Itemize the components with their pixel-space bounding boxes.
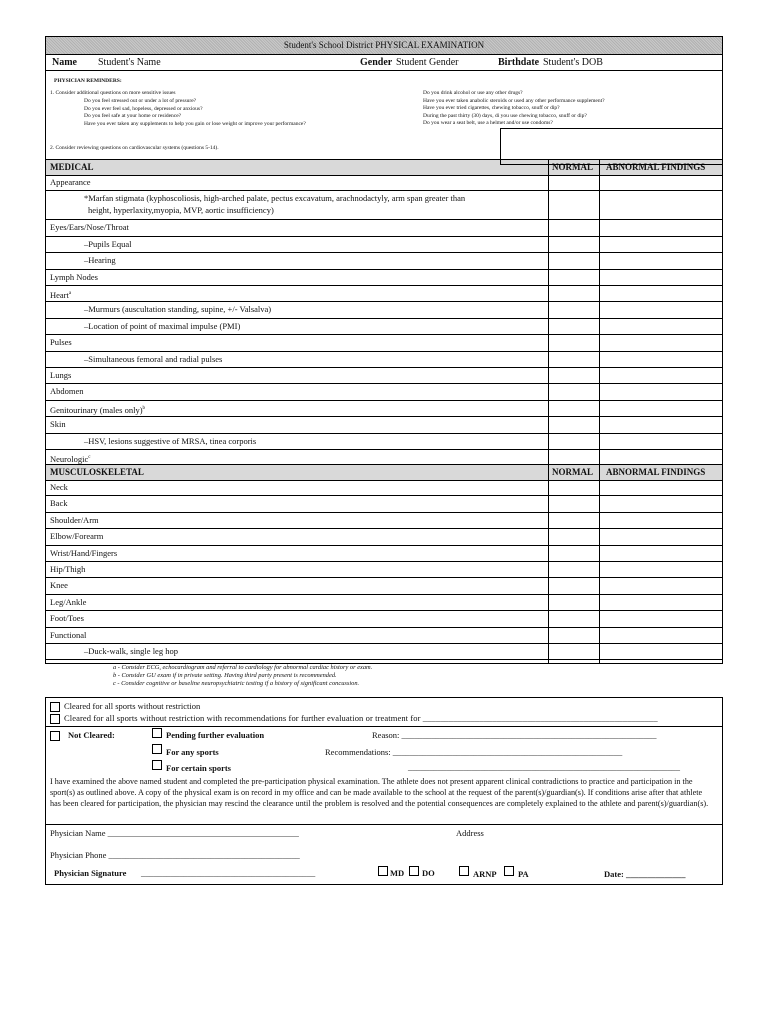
medical-row-text: –Location of point of maximal impulse (PMI) [84, 320, 241, 331]
medical-row-footnote-marker: b [142, 405, 146, 411]
medical-row-text: Lungs [50, 370, 72, 380]
medical-abnormal-cell[interactable] [600, 191, 722, 219]
msk-row-label [50, 482, 68, 493]
medical-abnormal-cell[interactable] [600, 352, 722, 367]
medical-normal-cell[interactable] [549, 335, 599, 350]
reminder-left-list [84, 98, 306, 128]
msk-row [46, 611, 722, 627]
address-box[interactable] [500, 128, 723, 165]
physician-name-field[interactable]: Physician Name _____________________________________________ [50, 828, 299, 838]
medical-abnormal-cell[interactable] [600, 237, 722, 252]
medical-row-text: Neurologic [50, 453, 89, 464]
medical-normal-cell[interactable] [549, 286, 599, 301]
cleared-recs-checkbox[interactable] [50, 714, 60, 724]
msk-row-text: Shoulder/Arm [50, 514, 99, 525]
medical-row-text: –Simultaneous femoral and radial pulses [84, 353, 223, 364]
medical-row-text: –Pupils Equal [84, 238, 132, 249]
medical-normal-cell[interactable] [549, 237, 599, 252]
medical-row-text: Pulses [50, 337, 72, 348]
msk-abnormal-cell[interactable] [600, 611, 722, 626]
msk-abnormal-header: ABNORMAL FINDINGS [606, 467, 706, 477]
not-cleared-label: Not Cleared: [68, 730, 115, 740]
medical-row [46, 286, 722, 302]
medical-abnormal-cell[interactable] [600, 417, 722, 432]
medical-row [46, 253, 722, 269]
msk-row-text: Neck [50, 482, 68, 492]
medical-normal-cell[interactable] [549, 220, 599, 235]
medical-row-text: Eyes/Ears/Nose/Throat [50, 222, 129, 233]
medical-normal-cell[interactable] [549, 352, 599, 367]
medical-row-text: *Marfan stigmata (kyphoscoliosis, high-arched palate, pectus excavatum, arachnodactyly, arm span greater than [84, 193, 466, 204]
msk-row-text: Hip/Thigh [50, 564, 86, 574]
not-cleared-checkbox[interactable] [50, 731, 60, 741]
reminder-question: Have you ever taken any supplements to help you gain or lose weight or improve your performance? [84, 120, 306, 127]
medical-row [46, 434, 722, 450]
reminder-item-1: 1. Consider additional questions on more sensitive issues [50, 90, 176, 96]
medical-abnormal-cell[interactable] [600, 384, 722, 399]
arnp-label: ARNP [473, 869, 497, 879]
reminder-question: Have you ever tried cigarettes, chewing tobacco, snuff or dip? [423, 105, 560, 112]
msk-row-label [50, 531, 103, 542]
medical-abnormal-header: ABNORMAL FINDINGS [606, 162, 706, 172]
msk-normal-cell[interactable] [549, 513, 599, 528]
msk-row-text: Back [50, 498, 68, 509]
msk-abnormal-cell[interactable] [600, 546, 722, 561]
signature-label: Physician Signature [54, 868, 127, 878]
msk-abnormal-cell[interactable] [600, 595, 722, 610]
msk-abnormal-cell[interactable] [600, 578, 722, 593]
recommendations-line-2[interactable]: ________________________________________________________________ [408, 762, 680, 772]
reason-field[interactable]: Reason: ____________________________________________________________ [372, 730, 657, 740]
msk-row-text: Functional [50, 629, 87, 640]
msk-row [46, 562, 722, 578]
medical-row-text: Skin [50, 419, 66, 430]
date-field[interactable]: Date: ______________ [604, 869, 686, 879]
recommendations-field[interactable]: Recommendations: ______________________________________________________ [325, 747, 623, 757]
any-sports-checkbox[interactable] [152, 744, 162, 754]
msk-normal-cell[interactable] [549, 496, 599, 511]
medical-row-label [84, 255, 116, 266]
msk-abnormal-cell[interactable] [600, 480, 722, 495]
medical-row-text-continued: height, hyperlaxity,myopia, MVP, aortic insufficiency) [88, 205, 274, 216]
medical-abnormal-cell[interactable] [600, 220, 722, 235]
medical-row-text: –Murmurs (auscultation standing, supine, +/- Valsalva) [84, 304, 272, 315]
msk-row [46, 644, 722, 660]
medical-abnormal-cell[interactable] [600, 302, 722, 317]
msk-row [46, 529, 722, 545]
msk-row-label [50, 564, 85, 575]
msk-row-text: –Duck-walk, single leg hop [84, 646, 178, 656]
reminder-right-list [423, 90, 605, 128]
msk-row-label [50, 498, 67, 509]
medical-row-label [84, 304, 271, 315]
medical-row-footnote-marker: a [68, 291, 72, 296]
medical-row-label [50, 452, 90, 465]
any-sports-label: For any sports [166, 747, 219, 757]
medical-row-footnote-marker: c [88, 455, 91, 460]
medical-normal-cell[interactable] [549, 384, 599, 399]
msk-row [46, 595, 722, 611]
birthdate-label: Birthdate [498, 57, 540, 68]
md-checkbox[interactable] [378, 866, 388, 876]
medical-normal-cell[interactable] [549, 253, 599, 268]
msk-row-label [50, 630, 86, 641]
medical-row-text: Heart [50, 289, 69, 300]
physician-statement: I have examined the above named student and completed the pre-participation physical examination. The athlete does not present apparent clinical contradictions to practice and participation in the sport(s) as outlined above. A copy of the physical exam is on record in my office and can be made available to the school at the request of the parent(s)/guardian(s). If conditions arise after that athlete has been cleared for participation, the physician may rescind the clearance until the problem is resolved and the potential consequences are completely explained to the athlete and parent(s)/guardian(s). [50, 777, 709, 809]
signature-field[interactable]: _________________________________________ [141, 868, 316, 878]
medical-row-label [50, 386, 84, 397]
msk-row-text: Foot/Toes [50, 613, 84, 624]
msk-row [46, 513, 722, 529]
msk-row-label [50, 597, 86, 608]
medical-row-label [50, 337, 72, 348]
msk-row-text: Knee [50, 580, 68, 591]
medical-normal-header: NORMAL [552, 162, 593, 172]
address-label: Address [456, 828, 484, 838]
medical-row [46, 319, 722, 335]
musculoskeletal-section-header [46, 464, 722, 481]
medical-abnormal-cell[interactable] [600, 434, 722, 449]
msk-row-label [50, 548, 117, 559]
msk-abnormal-cell[interactable] [600, 644, 722, 659]
medical-row-label [84, 436, 256, 447]
msk-normal-cell[interactable] [549, 644, 599, 659]
msk-normal-cell[interactable] [549, 529, 599, 544]
msk-normal-cell[interactable] [549, 562, 599, 577]
medical-row [46, 302, 722, 318]
msk-abnormal-cell[interactable] [600, 562, 722, 577]
medical-row [46, 352, 722, 368]
msk-row-text: Elbow/Forearm [50, 531, 104, 542]
form-title: Student's School District PHYSICAL EXAMINATION [46, 37, 722, 55]
medical-abnormal-cell[interactable] [600, 270, 722, 285]
medical-row [46, 368, 722, 384]
medical-row-label [50, 222, 129, 233]
reminder-question: Do you wear a seat belt, use a helmet and/or use condoms? [423, 120, 553, 127]
medical-row-label [50, 177, 91, 188]
msk-abnormal-cell[interactable] [600, 513, 722, 528]
cleared-all-label: Cleared for all sports without restriction [64, 701, 201, 711]
reminder-question: During the past thirty (30) days, di you use chewing tobacco, snuff or dip? [423, 112, 587, 119]
medical-normal-cell[interactable] [549, 401, 599, 416]
do-label: DO [422, 868, 435, 878]
medical-normal-cell[interactable] [549, 175, 599, 190]
medical-abnormal-cell[interactable] [600, 401, 722, 416]
medical-normal-cell[interactable] [549, 434, 599, 449]
reminder-question: Do you ever feel sad, hopeless, depressed or anxious? [84, 105, 203, 112]
medical-row-label [84, 239, 131, 250]
medical-row [46, 270, 722, 286]
pending-label: Pending further evaluation [166, 730, 265, 740]
medical-abnormal-cell[interactable] [600, 253, 722, 268]
medical-row-label [50, 370, 71, 381]
cleared-all-checkbox[interactable] [50, 702, 60, 712]
msk-normal-cell[interactable] [549, 628, 599, 643]
clearance-section [45, 697, 723, 885]
medical-abnormal-cell[interactable] [600, 368, 722, 383]
medical-heading: MEDICAL [50, 162, 94, 172]
medical-normal-cell[interactable] [549, 270, 599, 285]
medical-row [46, 191, 722, 220]
medical-row-label [50, 272, 98, 283]
certain-sports-label: For certain sports [166, 763, 231, 773]
medical-row [46, 220, 722, 236]
medical-row-label [50, 419, 66, 430]
msk-row-label [50, 515, 99, 526]
medical-row-text: Lymph Nodes [50, 271, 98, 282]
msk-row [46, 480, 722, 496]
footnote-a: a - Consider ECG, echocardiogram and referral to cardiology for abnormal cardiac history or exam. [113, 664, 373, 671]
medical-row [46, 417, 722, 433]
medical-row-text: –HSV, lesions suggestive of MRSA, tinea corporis [84, 435, 257, 446]
medical-row-text: Genitourinary (males only) [50, 404, 143, 415]
physician-phone-field[interactable]: Physician Phone _____________________________________________ [50, 850, 300, 860]
medical-row-label [50, 288, 71, 301]
pa-checkbox[interactable] [504, 866, 514, 876]
medical-normal-cell[interactable] [549, 302, 599, 317]
msk-row [46, 546, 722, 562]
medical-row-label [50, 403, 145, 416]
msk-heading: MUSCULOSKELETAL [50, 467, 144, 477]
msk-abnormal-cell[interactable] [600, 496, 722, 511]
medical-row [46, 335, 722, 351]
msk-normal-cell[interactable] [549, 578, 599, 593]
reminders-heading: PHYSICIAN REMINDERS: [54, 78, 122, 84]
medical-row-label [84, 354, 222, 365]
msk-row-label [50, 613, 84, 624]
name-value[interactable]: Student's Name [98, 57, 161, 68]
reminder-question: Do you drink alcohol or use any other drugs? [423, 90, 523, 96]
medical-normal-cell[interactable] [549, 319, 599, 334]
medical-row-text: Appearance [50, 177, 91, 187]
reminder-question: Have you ever taken anabolic steroids or used any other performance supplement? [423, 97, 605, 104]
msk-normal-cell[interactable] [549, 480, 599, 495]
medical-abnormal-cell[interactable] [600, 319, 722, 334]
cleared-recs-label: Cleared for all sports without restriction with recommendations for further evaluation or treatment for ______________________________________________________ [64, 713, 658, 723]
gender-label: Gender [360, 57, 393, 68]
pa-label: PA [518, 869, 529, 879]
msk-row [46, 628, 722, 644]
msk-abnormal-cell[interactable] [600, 628, 722, 643]
medical-row [46, 237, 722, 253]
msk-normal-header: NORMAL [552, 467, 593, 477]
medical-abnormal-cell[interactable] [600, 335, 722, 350]
msk-row-text: Leg/Ankle [50, 596, 87, 607]
reminder-item-2: 2. Consider reviewing questions on cardiovascular systems (questions 5-14). [50, 145, 219, 151]
do-checkbox[interactable] [409, 866, 419, 876]
msk-abnormal-cell[interactable] [600, 529, 722, 544]
msk-row-label [50, 580, 68, 591]
msk-row [46, 496, 722, 512]
medical-row [46, 175, 722, 191]
medical-row-label [84, 321, 240, 332]
msk-normal-cell[interactable] [549, 611, 599, 626]
msk-row-text: Wrist/Hand/Fingers [50, 547, 118, 558]
reminder-question: Do you feel stressed out or under a lot of pressure? [84, 98, 197, 104]
medical-abnormal-cell[interactable] [600, 286, 722, 301]
name-label: Name [52, 57, 77, 68]
medical-row-text: –Hearing [84, 255, 116, 266]
medical-normal-cell[interactable] [549, 368, 599, 383]
medical-row-text: Abdomen [50, 386, 84, 397]
medical-row [46, 384, 722, 400]
medical-normal-cell[interactable] [549, 191, 599, 219]
arnp-checkbox[interactable] [459, 866, 469, 876]
medical-abnormal-cell[interactable] [600, 175, 722, 190]
pending-checkbox[interactable] [152, 728, 162, 738]
certain-sports-checkbox[interactable] [152, 760, 162, 770]
msk-row [46, 578, 722, 594]
reminder-question: Do you feel safe at your home or residence? [84, 113, 182, 120]
birthdate-value[interactable]: Student's DOB [543, 57, 603, 68]
md-label: MD [390, 868, 405, 878]
footnote-c: c - Consider cognitive or baseline neuropsychiatric testing if a history of significant concussion. [113, 680, 360, 687]
medical-row-label [84, 193, 465, 204]
msk-row-label [84, 646, 178, 657]
footnote-b: b - Consider GU exam if in private setting. Having third party present is recommended. [113, 672, 337, 679]
medical-row [46, 401, 722, 417]
msk-normal-cell[interactable] [549, 546, 599, 561]
medical-normal-cell[interactable] [549, 417, 599, 432]
gender-value[interactable]: Student Gender [396, 57, 459, 68]
msk-normal-cell[interactable] [549, 595, 599, 610]
